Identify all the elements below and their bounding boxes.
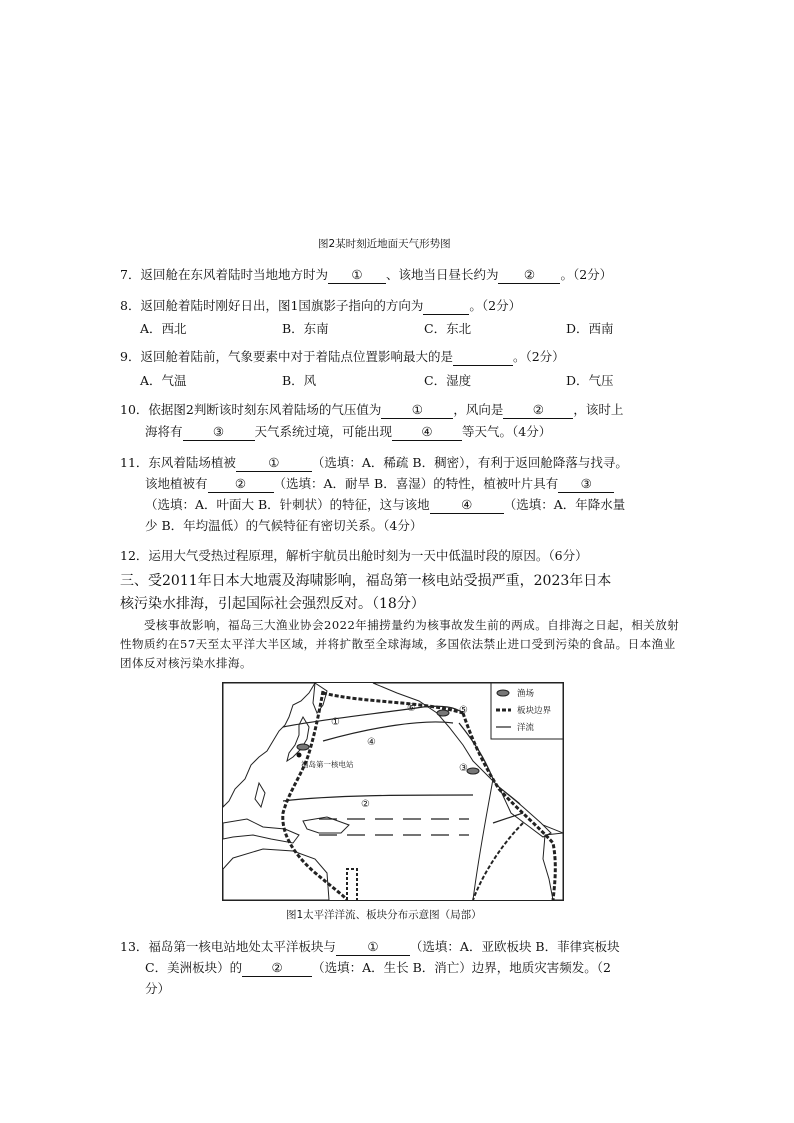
current-east-coast xyxy=(473,779,493,900)
legend-fishery-icon xyxy=(497,690,509,696)
question-9: 9．返回舱着陆前，气象要素中对于着陆点位置影响最大的是 。（2分） xyxy=(120,349,565,364)
current-2 xyxy=(283,795,473,801)
q8-option-c[interactable]: C．东北 xyxy=(424,321,472,336)
current-label-2: ② xyxy=(361,799,370,810)
plate-boundary-rise xyxy=(473,823,523,900)
philippines xyxy=(255,783,265,807)
q8-option-d[interactable]: D．西南 xyxy=(566,321,614,336)
question-11-line-4: 少 B．年均温低）的气候特征有密切关系。（4分） xyxy=(145,518,423,533)
map-svg xyxy=(223,683,563,900)
q8-blank[interactable] xyxy=(423,298,469,315)
station-label: 福岛第一核电站 xyxy=(301,760,354,769)
question-7: 7．返回舱在东风着陆时当地地方时为 ① 、该地当日昼长约为 ② 。（2分） xyxy=(120,267,613,282)
intro-paragraph: 受核事故影响，福岛三大渔业协会2022年捕捞量约为核事故发生前的两成。自排海之日起，相关放射性物质约在57天至太平洋大半区域，并将扩散至全球海域，多国依法禁止进口受到污染的食品。日本渔业团体反对核污染水排海。 xyxy=(120,618,680,670)
pacific-map xyxy=(222,682,564,901)
fishery-marker-na xyxy=(467,768,479,774)
question-8: 8．返回舱着陆时刚好日出，图1国旗影子指向的方向为 。（2分） xyxy=(120,298,522,313)
fukushima-station-marker xyxy=(297,753,302,758)
q9-option-b[interactable]: B．风 xyxy=(282,373,317,388)
current-label-6: ⑥ xyxy=(407,703,416,714)
q11-blank-3[interactable]: ③ xyxy=(558,476,614,493)
figure2-caption: 图2某时刻近地面天气形势图 xyxy=(318,238,451,250)
current-label-1: ① xyxy=(331,717,340,728)
legend-current-label: 洋流 xyxy=(517,723,535,733)
current-label-5: ⑤ xyxy=(459,705,468,716)
q11-blank-1[interactable]: ① xyxy=(236,455,312,472)
q9-option-a[interactable]: A．气温 xyxy=(140,373,187,388)
q13-blank-1[interactable]: ① xyxy=(336,939,410,956)
q10-blank-4[interactable]: ④ xyxy=(392,424,462,441)
q13-blank-2[interactable]: ② xyxy=(242,960,312,977)
question-13-line-2: C．美洲板块）的 ② （选填：A．生长 B．消亡）边界，地质灾害频发。（2 xyxy=(145,960,611,975)
plate-boundary-south xyxy=(347,869,357,900)
fishery-marker-japan xyxy=(297,744,309,750)
q9-option-c[interactable]: C．湿度 xyxy=(424,373,472,388)
fishery-marker-alaska xyxy=(437,710,449,716)
q9-blank[interactable] xyxy=(453,349,513,366)
section-3-title-line-1: 三、受2011年日本大地震及海啸影响，福岛第一核电站受损严重，2023年日本 xyxy=(120,573,612,589)
q10-blank-2[interactable]: ② xyxy=(503,402,573,419)
current-label-4: ④ xyxy=(367,737,376,748)
section-3-title-line-2: 核污染水排海，引起国际社会强烈反对。（18分） xyxy=(120,596,425,612)
legend-fishery-label: 渔场 xyxy=(517,689,535,699)
question-12: 12．运用大气受热过程原理，解析宇航员出舱时刻为一天中低温时段的原因。（6分） xyxy=(120,548,588,563)
q9-option-d[interactable]: D．气压 xyxy=(566,373,614,388)
question-11-line-2: 该地植被有 ② （选填：A．耐旱 B．喜湿）的特性，植被叶片具有 ③ xyxy=(145,476,614,493)
q10-blank-3[interactable]: ③ xyxy=(183,424,255,441)
q11-blank-2[interactable]: ② xyxy=(208,476,274,493)
question-13-line-3: 分） xyxy=(145,981,171,996)
current-4 xyxy=(323,722,453,741)
q8-option-b[interactable]: B．东南 xyxy=(282,321,329,336)
figure1-caption: 图1太平洋洋流、板块分布示意图（局部） xyxy=(286,909,482,921)
q7-blank-2[interactable]: ② xyxy=(498,267,560,284)
question-10-line-1: 10．依据图2判断该时刻东风着陆场的气压值为 ① ，风向是 ② ，该时上 xyxy=(120,402,624,417)
q8-option-a[interactable]: A．西北 xyxy=(140,321,187,336)
q10-blank-1[interactable]: ① xyxy=(381,402,453,419)
legend-plate-label: 板块边界 xyxy=(517,706,552,716)
question-10-line-2: 海将有 ③ 天气系统过境，可能出现 ④ 等天气。（4分） xyxy=(145,424,552,439)
australia xyxy=(223,849,329,900)
question-11-line-3: （选填：A．叶面大 B．针刺状）的特征，这与该地 ④ （选填：A．年降水量 xyxy=(145,497,626,512)
question-11-line-1: 11．东风着陆场植被 ① （选填：A．稀疏 B．稠密），有利于返回舱降落与找寻。 xyxy=(120,455,628,470)
q11-blank-4[interactable]: ④ xyxy=(430,497,504,514)
kamchatka xyxy=(313,683,327,713)
current-label-3: ③ xyxy=(459,763,468,774)
question-13-line-1: 13．福岛第一核电站地处太平洋板块与 ① （选填：A．亚欧板块 B．菲律宾板块 xyxy=(120,939,620,954)
q7-blank-1[interactable]: ① xyxy=(328,267,386,284)
